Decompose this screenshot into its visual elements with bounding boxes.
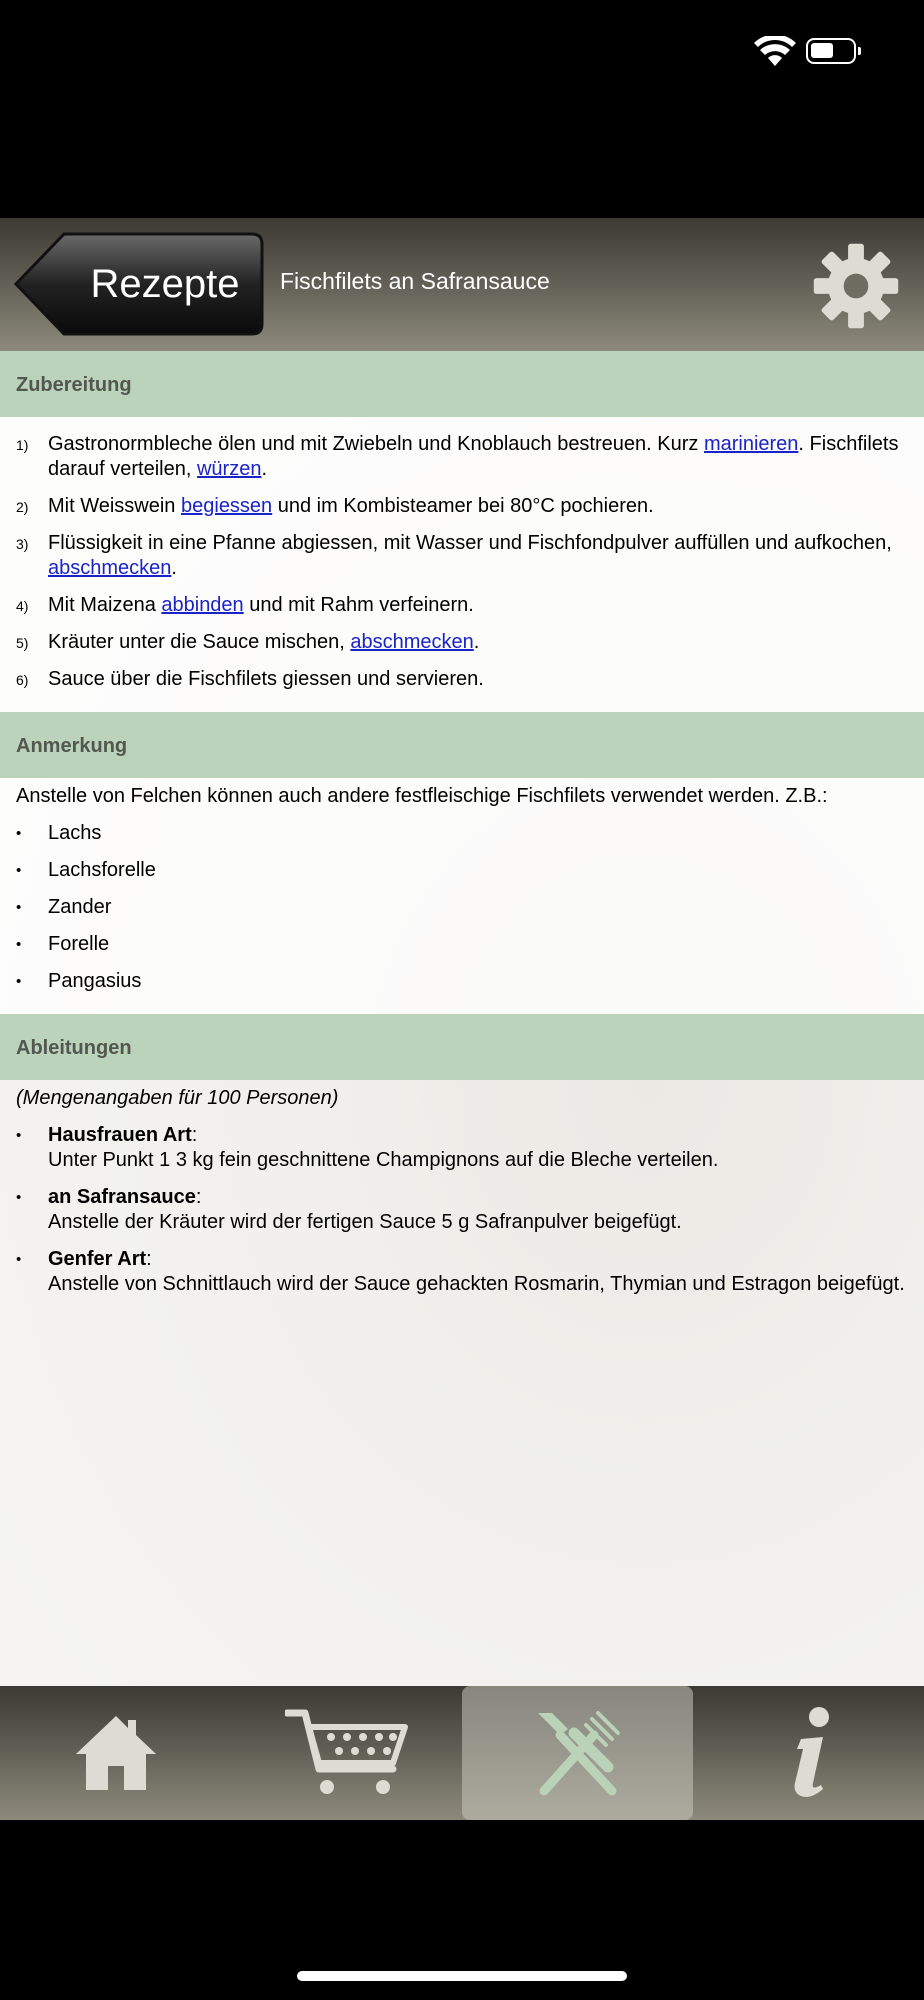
battery-icon bbox=[806, 38, 856, 64]
status-bar bbox=[0, 0, 924, 218]
variant-desc: Anstelle von Schnittlauch wird der Sauce gehackten Rosmarin, Thymian und Estragon beigefügt. bbox=[48, 1273, 905, 1295]
step-text: Sauce über die Fischfilets giessen und servieren. bbox=[48, 668, 484, 690]
section-header-anmerkung: Anmerkung bbox=[0, 712, 924, 778]
page-title: Fischfilets an Safransauce bbox=[280, 268, 550, 294]
term-link[interactable]: begiessen bbox=[181, 495, 273, 517]
navigation-bar bbox=[0, 218, 924, 351]
step-item bbox=[16, 667, 908, 692]
step-number: 5) bbox=[16, 635, 29, 651]
step-item bbox=[16, 494, 908, 519]
fork-knife-icon bbox=[530, 1705, 626, 1801]
anmerkung-intro: Anstelle von Felchen können auch andere festfleischige Fischfilets verwendet werden. Z.B.: bbox=[16, 785, 828, 807]
ableitungen-body bbox=[0, 1080, 924, 1317]
anmerkung-body bbox=[0, 778, 924, 1014]
step-text: . Fischfilets darauf verteilen, bbox=[48, 433, 899, 480]
gear-icon[interactable] bbox=[812, 242, 900, 330]
variant-title: Hausfrauen Art bbox=[48, 1124, 192, 1146]
tab-home[interactable] bbox=[0, 1686, 231, 1820]
step-number: 1) bbox=[16, 437, 29, 453]
step-text: Flüssigkeit in eine Pfanne abgiessen, mit Wasser und Fischfondpulver auffüllen und aufkochen, bbox=[48, 532, 892, 554]
info-icon bbox=[779, 1705, 839, 1801]
list-item: • Forelle bbox=[16, 932, 908, 957]
step-text: . bbox=[171, 557, 177, 579]
list-item: • Pangasius bbox=[16, 969, 908, 994]
home-indicator[interactable] bbox=[297, 1971, 627, 1981]
step-text: . bbox=[473, 631, 480, 653]
tab-cart[interactable] bbox=[231, 1686, 462, 1820]
step-text: Mit Maizena bbox=[48, 594, 162, 616]
variant-title: an Safransauce bbox=[48, 1186, 196, 1208]
section-header-zubereitung: Zubereitung bbox=[0, 351, 924, 417]
variant-item: • Genfer Art: Anstelle von Schnittlauch wird der Sauce gehackten Rosmarin, Thymian und Estragon beigefügt. bbox=[16, 1247, 908, 1297]
variant-desc: Unter Punkt 1 3 kg fein geschnittene Champignons auf die Bleche verteilen. bbox=[48, 1149, 719, 1171]
step-item bbox=[16, 531, 908, 581]
step-text: und mit Rahm verfeinern. bbox=[243, 594, 474, 616]
tab-bar bbox=[0, 1686, 924, 1820]
term-link[interactable]: abschmecken bbox=[350, 631, 474, 653]
list-item: • Lachs bbox=[16, 821, 908, 846]
back-button[interactable] bbox=[14, 232, 264, 336]
variant-title: Genfer Art bbox=[48, 1248, 147, 1270]
step-text: Mit Weisswein bbox=[48, 495, 181, 517]
tab-info[interactable] bbox=[693, 1686, 924, 1820]
step-number: 4) bbox=[16, 598, 29, 614]
term-link[interactable]: marinieren bbox=[703, 433, 799, 455]
zubereitung-steps bbox=[0, 417, 924, 712]
step-text: . bbox=[261, 458, 268, 480]
ableitungen-note: (Mengenangaben für 100 Personen) bbox=[16, 1087, 339, 1109]
step-number: 6) bbox=[16, 672, 29, 688]
anmerkung-list bbox=[16, 821, 908, 994]
term-link[interactable]: abbinden bbox=[161, 594, 244, 616]
wifi-icon bbox=[754, 36, 796, 68]
list-item: • Lachsforelle bbox=[16, 858, 908, 883]
variant-desc: Anstelle der Kräuter wird der fertigen Sauce 5 g Safranpulver beigefügt. bbox=[48, 1211, 682, 1233]
step-text: Kräuter unter die Sauce mischen, bbox=[48, 631, 351, 653]
step-number: 3) bbox=[16, 536, 29, 552]
section-header-ableitungen: Ableitungen bbox=[0, 1014, 924, 1080]
cart-icon bbox=[285, 1707, 409, 1799]
variant-item: • an Safransauce: Anstelle der Kräuter wird der fertigen Sauce 5 g Safranpulver beigefügt. bbox=[16, 1185, 908, 1235]
term-link[interactable]: abschmecken bbox=[48, 557, 172, 579]
list-item: • Zander bbox=[16, 895, 908, 920]
step-item bbox=[16, 630, 908, 655]
recipe-content[interactable] bbox=[0, 351, 924, 1686]
step-item bbox=[16, 432, 908, 482]
step-text: Gastronormbleche ölen und mit Zwiebeln und Knoblauch bestreuen. Kurz bbox=[48, 433, 704, 455]
variant-item: • Hausfrauen Art: Unter Punkt 1 3 kg fein geschnittene Champignons auf die Bleche verteilen. bbox=[16, 1123, 908, 1173]
step-text: und im Kombisteamer bei 80°C pochieren. bbox=[272, 495, 654, 517]
back-button-label: Rezepte bbox=[90, 262, 240, 306]
step-item bbox=[16, 593, 908, 618]
ableitungen-list bbox=[16, 1123, 908, 1297]
term-link[interactable]: würzen bbox=[196, 458, 262, 480]
step-number: 2) bbox=[16, 499, 29, 515]
home-icon bbox=[74, 1712, 158, 1794]
tab-recipes[interactable] bbox=[462, 1686, 693, 1820]
